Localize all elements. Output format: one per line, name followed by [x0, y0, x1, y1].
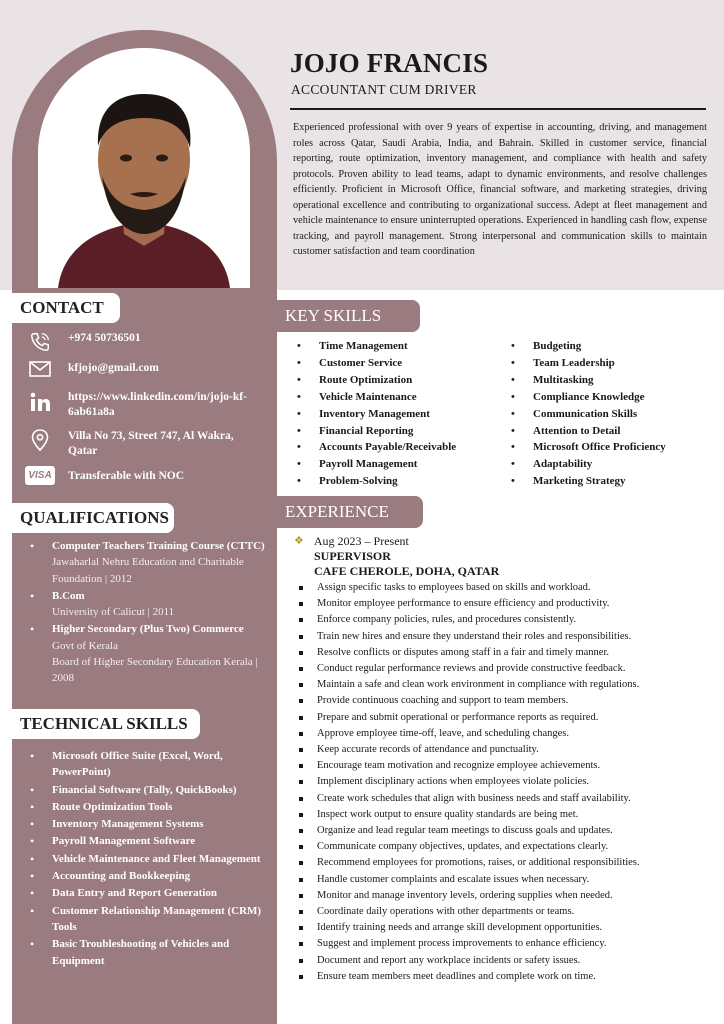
- qualifications-list: [30, 538, 268, 688]
- contact-visa: [24, 466, 258, 485]
- duty-item: Prepare and submit operational or performance reports as required.: [299, 710, 709, 726]
- qualification-item: • Higher Secondary (Plus Two) Commerce Govt of Kerala Board of Higher Secondary Education Kerala | 2008: [30, 621, 268, 686]
- duty-item: Maintain a safe and clean work environment in compliance with regulations.: [299, 677, 709, 693]
- key-skill-item: • Compliance Knowledge: [511, 389, 666, 406]
- duty-item: Suggest and implement process improvements to enhance efficiency.: [299, 936, 709, 952]
- key-skill-item: • Multitasking: [511, 372, 666, 389]
- key-skills-right-column: [511, 338, 666, 490]
- key-skill-item: • Route Optimization: [297, 372, 456, 389]
- technical-skill-item: • Microsoft Office Suite (Excel, Word, PowerPoint): [30, 748, 268, 781]
- key-skill-item: • Vehicle Maintenance: [297, 389, 456, 406]
- linkedin-icon: [24, 390, 56, 414]
- duty-item: Approve employee time-off, leave, and scheduling changes.: [299, 726, 709, 742]
- technical-skill-item: • Financial Software (Tally, QuickBooks): [30, 782, 268, 798]
- key-skill-item: • Budgeting: [511, 338, 666, 355]
- duty-item: Organize and lead regular team meetings to discuss goals and updates.: [299, 823, 709, 839]
- key-skills-left-column: [297, 338, 456, 490]
- technical-skill-item: • Basic Troubleshooting of Vehicles and Equipment: [30, 936, 268, 969]
- key-skills-heading: KEY SKILLS: [277, 300, 420, 332]
- key-skill-item: • Marketing Strategy: [511, 473, 666, 490]
- duty-item: Communicate company objectives, updates, and expectations clearly.: [299, 839, 709, 855]
- duty-item: Monitor employee performance to ensure efficiency and productivity.: [299, 596, 709, 612]
- contact-linkedin: [24, 390, 258, 420]
- email-address[interactable]: kfjojo@gmail.com: [68, 362, 159, 374]
- diamond-bullet-icon: ❖: [294, 535, 304, 547]
- key-skill-item: • Financial Reporting: [297, 423, 456, 440]
- technical-skill-item: • Payroll Management Software: [30, 833, 268, 849]
- job-title: ACCOUNTANT CUM DRIVER: [291, 82, 477, 97]
- key-skill-item: • Problem-Solving: [297, 473, 456, 490]
- duty-item: Identify training needs and arrange skill development opportunities.: [299, 920, 709, 936]
- duty-item: Implement disciplinary actions when employees violate policies.: [299, 774, 709, 790]
- linkedin-url[interactable]: https://www.linkedin.com/in/jojo-kf-6ab61a8a: [68, 391, 247, 418]
- duty-item: Inspect work output to ensure quality standards are being met.: [299, 807, 709, 823]
- contact-address: [24, 429, 258, 459]
- person-name: JOJO FRANCIS: [290, 48, 489, 78]
- duty-item: Provide continuous coaching and support to team members.: [299, 693, 709, 709]
- visa-card-icon: VISA: [24, 466, 56, 485]
- key-skill-item: • Attention to Detail: [511, 423, 666, 440]
- duty-item: Ensure team members meet deadlines and complete work on time.: [299, 969, 709, 985]
- duty-item: Resolve conflicts or disputes among staff in a fair and timely manner.: [299, 645, 709, 661]
- duty-item: Coordinate daily operations with other departments or teams.: [299, 904, 709, 920]
- key-skill-item: • Communication Skills: [511, 406, 666, 423]
- experience-date: Aug 2023 – Present: [313, 534, 409, 548]
- key-skill-item: • Time Management: [297, 338, 456, 355]
- duty-item: Document and report any workplace incidents or safety issues.: [299, 953, 709, 969]
- technical-skill-item: • Data Entry and Report Generation: [30, 885, 268, 901]
- phone-number[interactable]: +974 50736501: [68, 332, 141, 344]
- experience-entry-header: [294, 534, 499, 579]
- duty-item: Conduct regular performance reviews and provide constructive feedback.: [299, 661, 709, 677]
- envelope-icon: [24, 361, 56, 377]
- header-divider: [290, 108, 706, 110]
- technical-skills-list: [30, 748, 268, 970]
- key-skill-item: • Payroll Management: [297, 456, 456, 473]
- profile-photo: [38, 48, 250, 288]
- phone-icon: [24, 331, 56, 353]
- duty-item: Enforce company policies, rules, and procedures consistently.: [299, 612, 709, 628]
- experience-duties-list: [299, 580, 709, 985]
- experience-heading: EXPERIENCE: [277, 496, 423, 528]
- technical-skill-item: • Vehicle Maintenance and Fleet Management: [30, 851, 268, 867]
- technical-skill-item: • Route Optimization Tools: [30, 799, 268, 815]
- duty-item: Recommend employees for promotions, raises, or additional responsibilities.: [299, 855, 709, 871]
- duty-item: Encourage team motivation and recognize employee achievements.: [299, 758, 709, 774]
- technical-skill-item: • Customer Relationship Management (CRM) Tools: [30, 903, 268, 936]
- duty-item: Handle customer complaints and escalate issues when necessary.: [299, 872, 709, 888]
- experience-company: CAFE CHEROLE, DOHA, QATAR: [314, 564, 500, 578]
- address-text: Villa No 73, Street 747, Al Wakra, Qatar: [68, 430, 234, 457]
- technical-skills-heading: TECHNICAL SKILLS: [12, 709, 200, 739]
- duty-item: Assign specific tasks to employees based on skills and workload.: [299, 580, 709, 596]
- qualification-item: • B.Com University of Calicut | 2011: [30, 588, 268, 621]
- duty-item: Train new hires and ensure they understand their roles and responsibilities.: [299, 629, 709, 645]
- profile-summary: Experienced professional with over 9 years of expertise in accounting, driving, and management roles across Qatar, Saudi Arabia, India, and Bahrain. Skilled in customer service, financial reporting, route optimization, inventory management, and compliance with health and safety protocols. Proven ability to lead teams, adapt to dynamic environments, and resolve challenges efficiently. Proficient in Microsoft Office, financial software, and marketing strategies, driving operational excellence and contributing to organizational success. Adept at fleet management and vehicle maintenance to ensure uninterrupted operations. Experienced in handling cash flow, expense tracking, and payroll management. Strong interpersonal and communication skills to maintain customer satisfaction and team coordination: [293, 122, 707, 257]
- key-skill-item: • Inventory Management: [297, 406, 456, 423]
- key-skill-item: • Accounts Payable/Receivable: [297, 439, 456, 456]
- key-skill-item: • Microsoft Office Proficiency: [511, 439, 666, 456]
- duty-item: Monitor and manage inventory levels, ordering supplies when needed.: [299, 888, 709, 904]
- duty-item: Create work schedules that align with business needs and staff availability.: [299, 791, 709, 807]
- key-skill-item: • Customer Service: [297, 355, 456, 372]
- contact-heading: CONTACT: [12, 293, 120, 323]
- qualification-item: • Computer Teachers Training Course (CTTC) Jawaharlal Nehru Education and Charitable Foundation | 2012: [30, 538, 268, 587]
- technical-skill-item: • Inventory Management Systems: [30, 816, 268, 832]
- contact-phone: [24, 331, 258, 353]
- qualifications-heading: QUALIFICATIONS: [12, 503, 174, 533]
- location-pin-icon: [24, 429, 56, 451]
- duty-item: Keep accurate records of attendance and punctuality.: [299, 742, 709, 758]
- contact-email: [24, 361, 258, 377]
- key-skill-item: • Team Leadership: [511, 355, 666, 372]
- key-skill-item: • Adaptability: [511, 456, 666, 473]
- technical-skill-item: • Accounting and Bookkeeping: [30, 868, 268, 884]
- experience-role: SUPERVISOR: [314, 549, 391, 563]
- visa-status: Transferable with NOC: [68, 470, 185, 482]
